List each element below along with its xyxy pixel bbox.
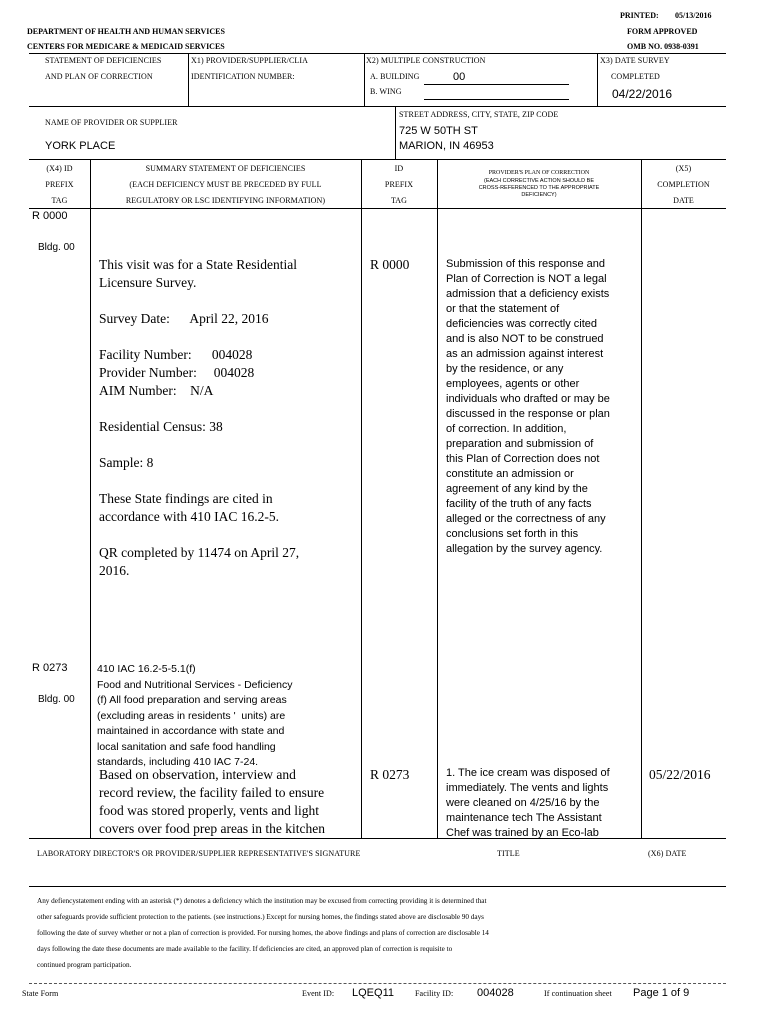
summary-line: Licensure Survey.	[99, 275, 197, 290]
continuation-label: If continuation sheet	[544, 989, 612, 998]
address-label: STREET ADDRESS, CITY, STATE, ZIP CODE	[399, 110, 559, 119]
summary-gap	[99, 436, 354, 454]
rule-provider-bottom	[29, 159, 726, 160]
tag-r0273: R 0273	[32, 662, 68, 674]
summary-gap	[99, 400, 354, 418]
x4-header-2: PREFIX	[45, 180, 74, 189]
plan-line: individuals who drafted or may be	[446, 393, 610, 405]
x1-label-2: IDENTIFICATION NUMBER:	[191, 72, 295, 81]
plan-line: immediately. The vents and lights	[446, 782, 609, 794]
summary-block-2-findings	[99, 766, 359, 838]
plan-line: 1. The ice cream was disposed of	[446, 767, 610, 779]
regulation-line: standards, including 410 IAC 7-24.	[97, 756, 259, 768]
summary-line: AIM Number: N/A	[99, 383, 214, 398]
summary-line: QR completed by 11474 on April 27,	[99, 545, 300, 560]
id-r0000: R 0000	[370, 257, 410, 272]
body-divider-1	[90, 208, 91, 838]
summary-line: These State findings are cited in	[99, 491, 273, 506]
building-value: 00	[453, 71, 466, 83]
summary-line: Sample: 8	[99, 455, 154, 470]
body-divider-4	[641, 208, 642, 838]
cms-name: CENTERS FOR MEDICARE & MEDICAID SERVICES	[27, 42, 225, 51]
disclaimer-text	[37, 893, 727, 973]
plan-block-1	[446, 257, 638, 557]
rule-signature-bottom	[29, 886, 726, 887]
disclaimer-line: following the date of survey whether or not a plan of correction is provided. For nursing homes, the above findings and plans of correction are disclosable 14	[37, 929, 489, 937]
summary-line: Provider Number: 004028	[99, 365, 255, 380]
finding-line: record review, the facility failed to ensure	[99, 785, 325, 800]
disclaimer-line: other safeguards provide sufficient protection to the patients. (see instructions.) Except for nursing homes, the findings stated above are disclosable 90 days	[37, 913, 484, 921]
regulation-line: local sanitation and safe food handling	[97, 740, 276, 753]
dept-name: DEPARTMENT OF HEALTH AND HUMAN SERVICES	[27, 27, 225, 36]
summary-line: 2016.	[99, 563, 130, 578]
regulation-line: (f) All food preparation and serving areas	[97, 694, 287, 706]
title-label: TITLE	[497, 849, 520, 858]
plan-header-2: (EACH CORRECTIVE ACTION SHOULD BE	[483, 178, 595, 184]
summary-line: accordance with 410 IAC 16.2-5.	[99, 509, 279, 524]
divider-x1	[188, 53, 189, 106]
provider-name-value: YORK PLACE	[45, 140, 116, 152]
id-header-2: PREFIX	[384, 180, 414, 189]
facility-id-label: Facility ID:	[415, 989, 454, 998]
plan-line: constitute an admission or	[446, 468, 574, 480]
regulation-line: 410 IAC 16.2-5-5.1(f)	[97, 663, 196, 675]
disclaimer-line: days following the date these documents are made available to the facility. If deficiencies are cited, an approved plan of correction is requisite to	[37, 945, 453, 953]
id-r0273: R 0273	[370, 767, 410, 782]
divider-x2	[364, 53, 365, 106]
plan-line: conclusions set forth in this	[446, 528, 579, 540]
x5-header-2: COMPLETION	[657, 180, 710, 189]
plan-header-4: DEFICIENCY)	[521, 192, 557, 198]
rule-top-boxes-bottom	[29, 106, 726, 107]
building-label: A. BUILDING	[370, 72, 420, 81]
plan-line: admission that a deficiency exists	[446, 288, 610, 300]
wing-label: B. WING	[370, 87, 402, 96]
printed-date: 05/13/2016	[675, 11, 712, 20]
regulation-line: Food and Nutritional Services - Deficiency	[97, 678, 293, 691]
rule-header-bottom	[29, 208, 726, 209]
x6-date-label: (X6) DATE	[648, 849, 687, 858]
state-form-label: State Form	[22, 989, 59, 998]
plan-line: of correction. In addition,	[446, 423, 567, 435]
finding-line: covers over food prep areas in the kitchen	[99, 821, 326, 836]
building-underline	[424, 84, 569, 85]
x1-label-1: X1) PROVIDER/SUPPLIER/CLIA	[191, 56, 309, 65]
plan-line: Chef was trained by an Eco-lab	[446, 827, 599, 839]
plan-line: were cleaned on 4/25/16 by the	[446, 797, 600, 809]
x2-label: X2) MULTIPLE CONSTRUCTION	[366, 56, 486, 65]
finding-line: food was stored properly, vents and light	[99, 803, 319, 818]
completion-date: 05/22/2016	[649, 767, 711, 782]
regulation-line: (excluding areas in residents ' units) are	[97, 709, 286, 722]
summary-gap	[99, 292, 354, 310]
summary-block-1	[99, 256, 354, 580]
x5-header-3: DATE	[673, 196, 694, 205]
statement-label-1: STATEMENT OF DEFICIENCIES	[45, 56, 162, 65]
form-approved: FORM APPROVED	[627, 27, 698, 36]
finding-line: Based on observation, interview and	[99, 767, 296, 782]
summary-header-2: (EACH DEFICIENCY MUST BE PRECEDED BY FULL	[129, 180, 322, 189]
plan-line: Plan of Correction is NOT a legal	[446, 273, 607, 285]
plan-line: by the residence, or any	[446, 363, 564, 375]
plan-header-1: PROVIDER'S PLAN OF CORRECTION	[488, 170, 590, 176]
plan-line: discussed in the response or plan	[446, 408, 610, 420]
divider-provider	[395, 106, 396, 159]
body-divider-3	[437, 208, 438, 838]
rule-top	[29, 53, 726, 54]
bldg-1: Bldg. 00	[38, 242, 75, 253]
summary-gap	[99, 526, 354, 544]
id-header-1: ID	[394, 164, 404, 173]
tag-r0000: R 0000	[32, 210, 68, 222]
statement-label-2: AND PLAN OF CORRECTION	[45, 72, 153, 81]
x4-header-3: TAG	[51, 196, 68, 205]
disclaimer-line: Any defiencystatement ending with an asterisk (*) denotes a deficiency which the institution may be excused from correcting providing it is determined that	[37, 897, 487, 905]
provider-name-label: NAME OF PROVIDER OR SUPPLIER	[45, 118, 178, 127]
printed-label: PRINTED:	[620, 11, 659, 20]
plan-line: preparation and submission of	[446, 438, 594, 450]
plan-line: alleged or the correctness of any	[446, 513, 606, 525]
plan-line: agreement of any kind by the	[446, 483, 588, 495]
x3-label-1: X3) DATE SURVEY	[600, 56, 670, 65]
summary-line: This visit was for a State Residential	[99, 257, 297, 272]
x4-header-1: (X4) ID	[46, 164, 73, 173]
x5-header-1: (X5)	[675, 164, 692, 173]
event-id-label: Event ID:	[302, 989, 335, 998]
rule-footer	[29, 983, 726, 984]
address-line-1: 725 W 50TH ST	[399, 125, 478, 137]
plan-line: employees, agents or other	[446, 378, 580, 390]
bldg-2: Bldg. 00	[38, 694, 75, 705]
summary-block-2-regulation	[97, 662, 359, 771]
summary-line: Residential Census: 38	[99, 419, 223, 434]
plan-line: facility of the truth of any facts	[446, 498, 592, 510]
summary-header-1: SUMMARY STATEMENT OF DEFICIENCIES	[145, 164, 306, 173]
signature-label: LABORATORY DIRECTOR'S OR PROVIDER/SUPPLIER REPRESENTATIVE'S SIGNATURE	[37, 849, 361, 858]
disclaimer-line: continued program participation.	[37, 961, 132, 969]
regulation-line: maintained in accordance with state and	[97, 725, 285, 737]
wing-underline	[424, 99, 569, 100]
omb-number: OMB NO. 0938-0391	[627, 42, 699, 51]
summary-gap	[99, 328, 354, 346]
summary-header-3: REGULATORY OR LSC IDENTIFYING INFORMATION)	[125, 196, 326, 205]
plan-header-3: CROSS-REFERENCED TO THE APPROPRIATE	[478, 185, 600, 191]
plan-line: this Plan of Correction does not	[446, 453, 600, 465]
plan-line: allegation by the survey agency.	[446, 543, 603, 555]
body-divider-2	[361, 208, 362, 838]
summary-line: Facility Number: 004028	[99, 347, 253, 362]
plan-line: or that the statement of	[446, 303, 560, 315]
summary-line: Survey Date: April 22, 2016	[99, 311, 269, 326]
plan-line: as an admission against interest	[446, 348, 604, 360]
id-header-3: TAG	[390, 196, 408, 205]
plan-block-2	[446, 766, 638, 841]
survey-date-value: 04/22/2016	[612, 87, 673, 101]
event-id-value: LQEQ11	[352, 987, 394, 999]
plan-line: maintenance tech The Assistant	[446, 812, 602, 824]
x3-label-2: COMPLETED	[611, 72, 660, 81]
facility-id-value: 004028	[477, 987, 514, 999]
plan-line: and is also NOT to be construed	[446, 333, 604, 345]
address-line-2: MARION, IN 46953	[399, 140, 494, 152]
divider-x3	[597, 53, 598, 106]
plan-line: Submission of this response and	[446, 258, 605, 270]
plan-line: deficiencies was correctly cited	[446, 318, 598, 330]
page-number: Page 1 of 9	[633, 987, 690, 999]
summary-gap	[99, 472, 354, 490]
